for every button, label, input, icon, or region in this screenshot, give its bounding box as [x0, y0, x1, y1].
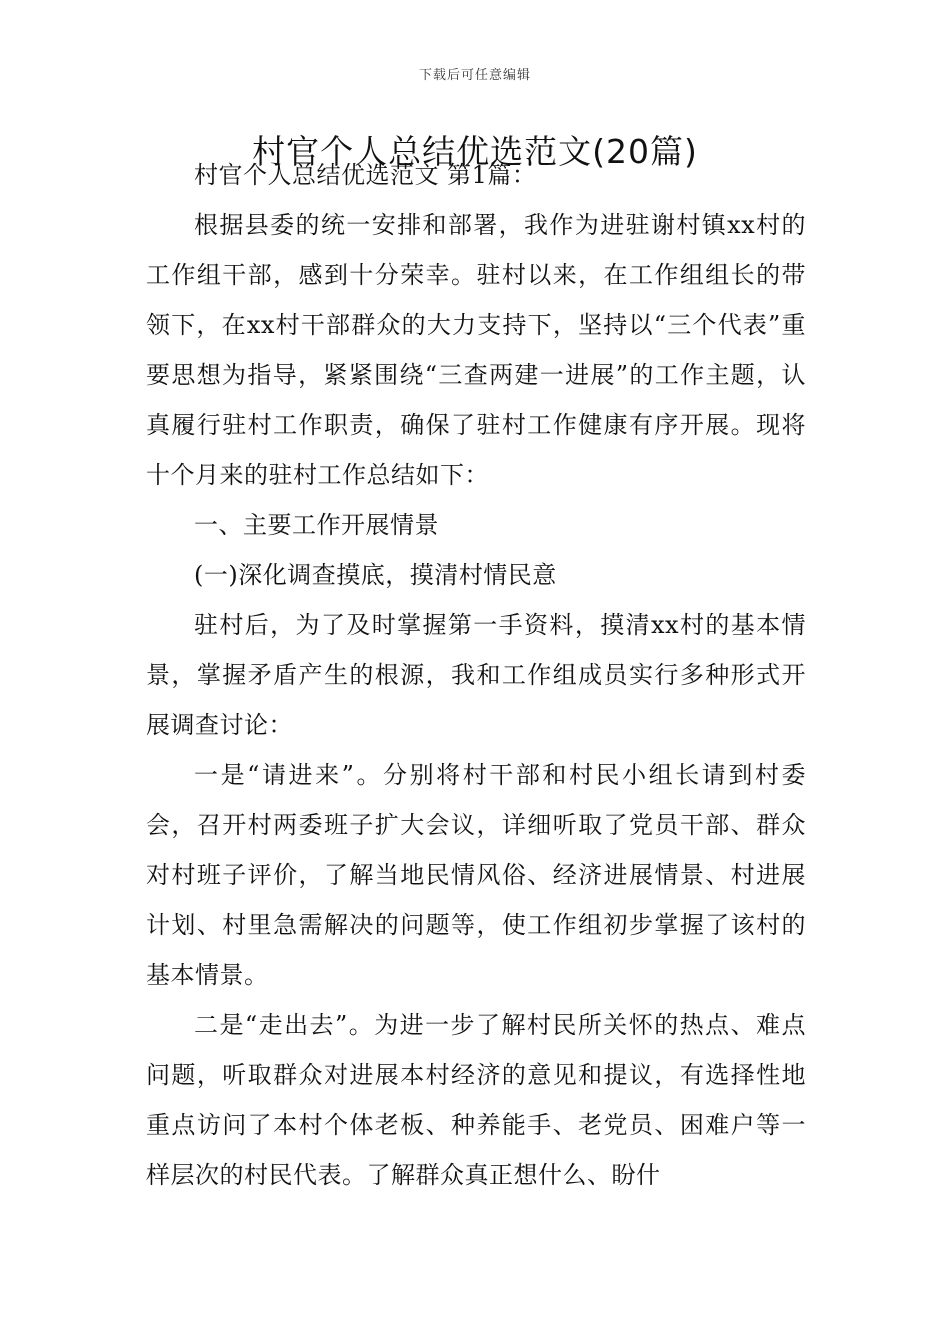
- subsection-heading: (一)深化调查摸底，摸清村情民意: [194, 561, 557, 589]
- paragraph-go-out: 二是“走出去”。为进一步了解村民所关怀的热点、难点问题，听取群众对进展本村经济的意见和提议，有选择性地重点访问了本村个体老板、种养能手、老党员、困难户等一样层次的村民代表。了解群众真正想什么、盼什: [146, 1011, 806, 1189]
- document-subtitle: 村官个人总结优选范文 第1篇：: [194, 161, 537, 189]
- paragraph-survey: 驻村后，为了及时掌握第一手资料，摸清xx村的基本情景，掌握矛盾产生的根源，我和工作组成员实行多种形式开展调查讨论：: [146, 611, 806, 739]
- page-header-note: 下载后可任意编辑: [418, 68, 531, 83]
- paragraph-intro: 根据县委的统一安排和部署，我作为进驻谢村镇xx村的工作组干部，感到十分荣幸。驻村以来，在工作组组长的带领下，在xx村干部群众的大力支持下，坚持以“三个代表”重要思想为指导，紧紧围绕“三查两建一进展”的工作主题，认真履行驻村工作职责，确保了驻村工作健康有序开展。现将十个月来的驻村工作总结如下：: [146, 211, 806, 489]
- document-title: 村官个人总结优选范文(20篇): [252, 132, 698, 171]
- paragraph-invite-in: 一是“请进来”。分别将村干部和村民小组长请到村委会，召开村两委班子扩大会议，详细听取了党员干部、群众对村班子评价，了解当地民情风俗、经济进展情景、村进展计划、村里急需解决的问题等，使工作组初步掌握了该村的基本情景。: [146, 761, 806, 989]
- section-heading: 一、主要工作开展情景: [194, 511, 439, 539]
- document-body: [146, 150, 806, 1200]
